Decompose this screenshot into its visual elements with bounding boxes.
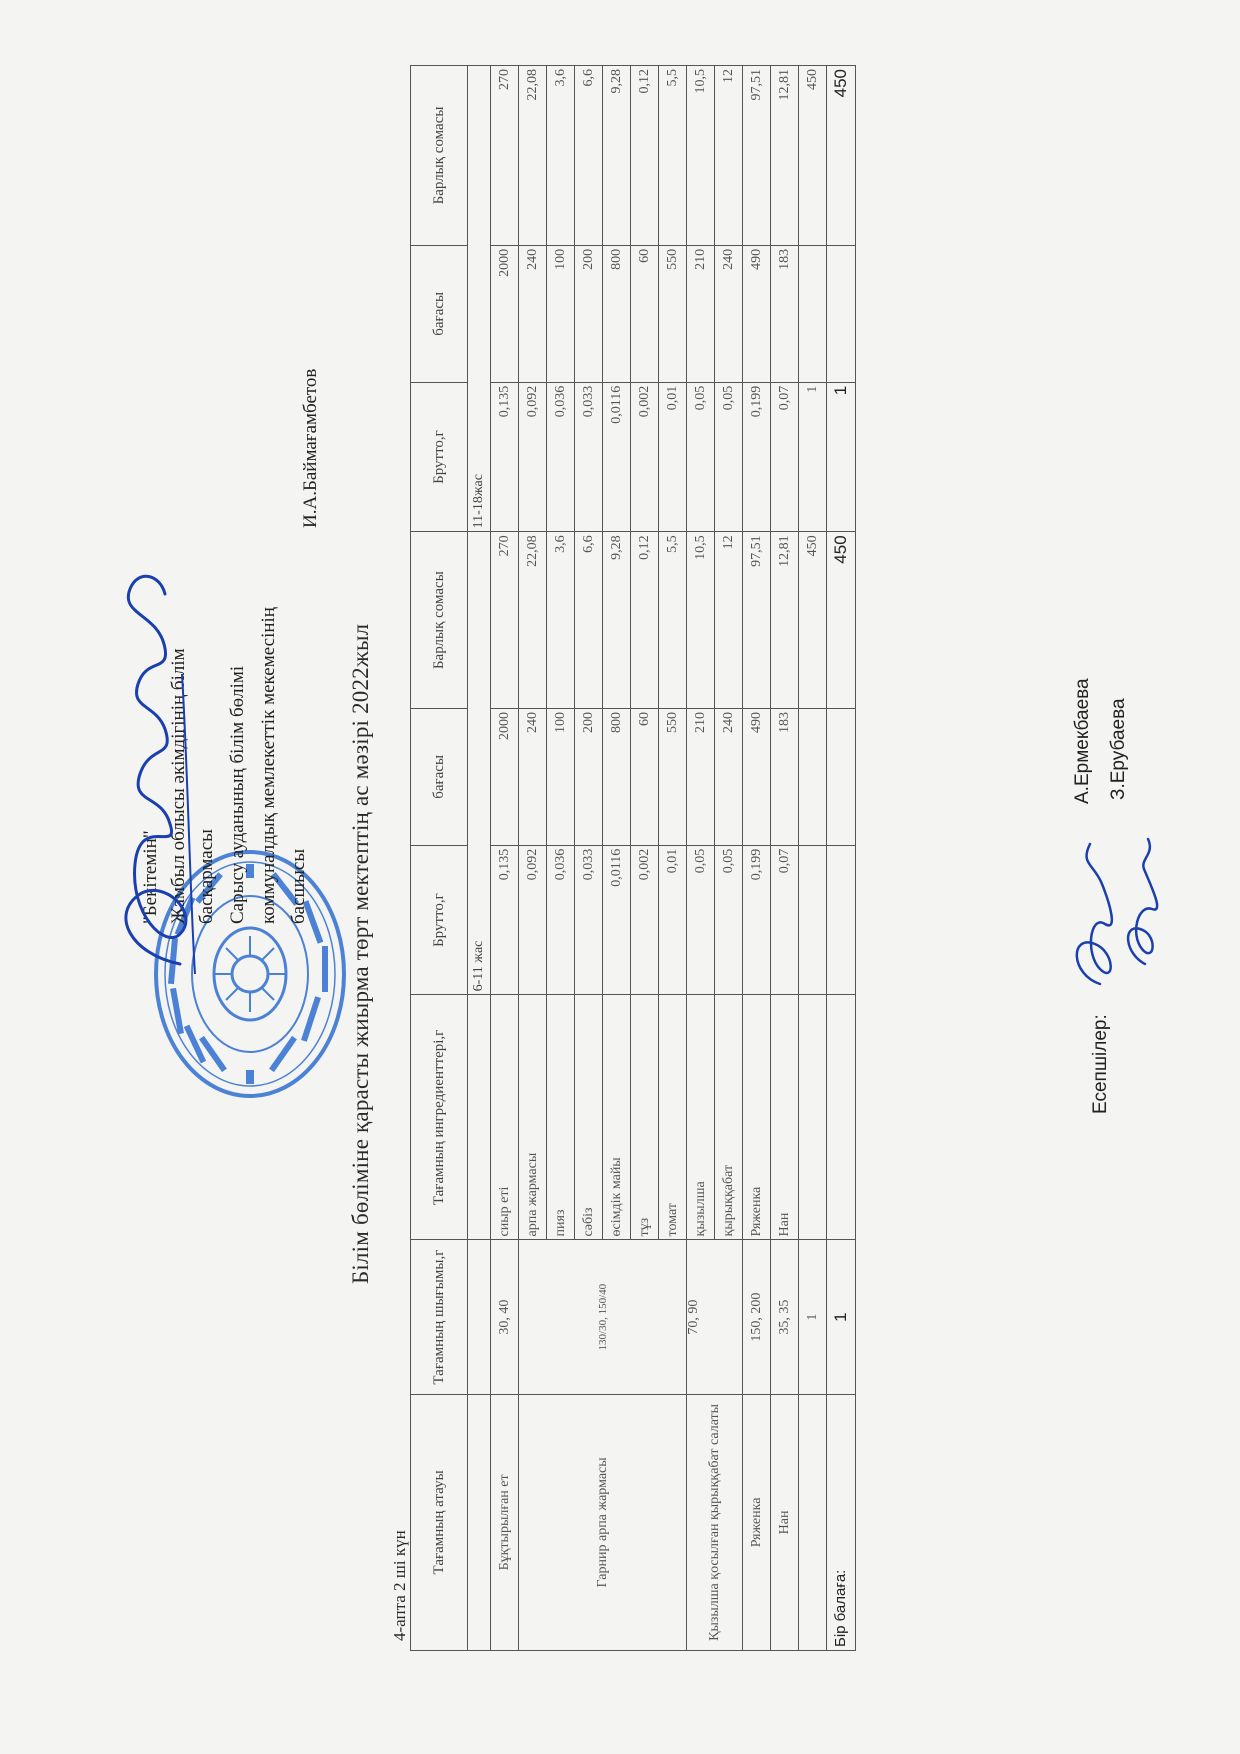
cell-gross: 0,033 (575, 382, 603, 532)
approval-signature (70, 554, 230, 974)
cell-total: 450 (799, 66, 827, 246)
cell-price: 60 (631, 245, 659, 382)
cell-price: 550 (659, 245, 687, 382)
cell-gross: 0,01 (659, 382, 687, 532)
cell-gross: 0,135 (491, 382, 519, 532)
cell-gross: 0,002 (631, 382, 659, 532)
header-gross-1: Брутто,г (411, 845, 468, 995)
signer-name-2: З.Ерубаева (1108, 698, 1129, 800)
table-header-row (411, 66, 468, 1651)
cell-gross: 0,0116 (603, 382, 631, 532)
document-title: Білім бөліміне қарасты жиырма төрт мектептің ас мәзірі 2022жыл (348, 623, 373, 1284)
table-row (491, 66, 519, 1651)
total-label: Бір балаға: (827, 1394, 856, 1650)
cell-total: 270 (491, 66, 519, 246)
ingredient: өсімдік майы (603, 995, 631, 1240)
dish-yield: 1 (799, 1240, 827, 1394)
cell-gross: 0,05 (715, 845, 743, 995)
cell-gross: 0,036 (547, 845, 575, 995)
header-total-1: Барлық сомасы (411, 532, 468, 709)
header-ingredients: Тағамның ингредиенттері,г (411, 995, 468, 1240)
week-day-label: 4-апта 2 ші күн (390, 1530, 409, 1641)
cell-price: 183 (771, 708, 799, 845)
ingredient: Нан (771, 995, 799, 1240)
cell-total: 12 (715, 532, 743, 709)
cell-gross: 0,092 (519, 382, 547, 532)
dish-yield: 35, 35 (771, 1240, 799, 1394)
ingredient: томат (659, 995, 687, 1240)
cell-price: 2000 (491, 245, 519, 382)
dish-name: Ряженка (743, 1394, 771, 1650)
header-dish-yield: Тағамның шығымы,г (411, 1240, 468, 1394)
cell-total: 0,12 (631, 532, 659, 709)
cell-total: 97,51 (743, 66, 771, 246)
age-group-row (468, 66, 491, 1651)
cell-gross: 0,033 (575, 845, 603, 995)
dish-yield: 130/30, 150/40 (519, 1240, 687, 1394)
cell-gross: 0,05 (687, 845, 715, 995)
age-group-1: 6-11 жас (468, 532, 491, 995)
cell-total: 10,5 (687, 532, 715, 709)
dish-yield: 150, 200 (743, 1240, 771, 1394)
cell-price: 200 (575, 245, 603, 382)
cell-total: 12 (715, 66, 743, 246)
cell-total: 270 (491, 532, 519, 709)
cell-gross: 0,0116 (603, 845, 631, 995)
approval-line-1: Жамбыл облысы әкімдігінің білім (168, 648, 189, 924)
signers-label: Есепшілер: (1090, 1014, 1111, 1114)
cell-total: 22,08 (519, 532, 547, 709)
table-row (687, 66, 715, 1651)
signer-name-1: А.Ермекбаева (1072, 678, 1093, 804)
cell-gross: 0,135 (491, 845, 519, 995)
cell-price: 550 (659, 708, 687, 845)
table-row (519, 66, 547, 1651)
cell-total: 10,5 (687, 66, 715, 246)
cell-gross: 0,07 (771, 382, 799, 532)
cell-gross: 0,002 (631, 845, 659, 995)
approval-line-2: басқармасы (196, 829, 217, 924)
cell-price: 200 (575, 708, 603, 845)
approval-line-5: басшысы (288, 848, 309, 924)
header-price-1: бағасы (411, 708, 468, 845)
approval-signatory-name: И.А.Баймағамбетов (300, 368, 321, 528)
cell-price: 240 (715, 245, 743, 382)
cell-gross: 0,092 (519, 845, 547, 995)
cell-price: 800 (603, 708, 631, 845)
cell-total: 6,6 (575, 532, 603, 709)
ingredient: пияз (547, 995, 575, 1240)
menu-table (410, 65, 856, 1651)
ingredient: Ряженка (743, 995, 771, 1240)
cell-total: 6,6 (575, 66, 603, 246)
header-dish-name: Тағамның атауы (411, 1394, 468, 1650)
cell-price: 183 (771, 245, 799, 382)
header-total-2: Барлық сомасы (411, 66, 468, 246)
dish-name: Бұқтырылған ет (491, 1394, 519, 1650)
cell-price: 800 (603, 245, 631, 382)
cell-total: 22,08 (519, 66, 547, 246)
dish-name: Қызылша қосылған қырыққабат салаты (687, 1394, 743, 1650)
ingredient: арпа жармасы (519, 995, 547, 1240)
table-row (799, 66, 827, 1651)
dish-yield: 70, 90 (687, 1240, 743, 1394)
total-sum-1: 450 (827, 532, 856, 709)
cell-price: 100 (547, 245, 575, 382)
cell-price: 490 (743, 245, 771, 382)
cell-gross: 1 (799, 382, 827, 532)
total-gross-2: 1 (827, 382, 856, 532)
signer-signatures (1060, 824, 1180, 994)
cell-total: 3,6 (547, 66, 575, 246)
cell-total: 5,5 (659, 66, 687, 246)
cell-total: 450 (799, 532, 827, 709)
ingredient: сиыр еті (491, 995, 519, 1240)
cell-gross: 0,01 (659, 845, 687, 995)
cell-total: 97,51 (743, 532, 771, 709)
cell-total: 9,28 (603, 532, 631, 709)
cell-price: 210 (687, 245, 715, 382)
table-row (743, 66, 771, 1651)
approval-heading: "Бекітемін" (140, 830, 161, 924)
cell-price: 100 (547, 708, 575, 845)
total-yield: 1 (827, 1240, 856, 1394)
cell-price: 240 (715, 708, 743, 845)
cell-price: 490 (743, 708, 771, 845)
cell-gross: 0,199 (743, 845, 771, 995)
age-group-2: 11-18жас (468, 66, 491, 532)
table-row (771, 66, 799, 1651)
cell-gross: 0,05 (715, 382, 743, 532)
cell-price: 240 (519, 245, 547, 382)
cell-total: 3,6 (547, 532, 575, 709)
cell-price: 240 (519, 708, 547, 845)
cell-price: 60 (631, 708, 659, 845)
cell-gross: 0,036 (547, 382, 575, 532)
cell-total: 0,12 (631, 66, 659, 246)
total-sum-2: 450 (827, 66, 856, 246)
cell-total: 12,81 (771, 66, 799, 246)
dish-name: Гарнир арпа жармасы (519, 1394, 687, 1650)
ingredient: сәбіз (575, 995, 603, 1240)
approval-line-4: коммуналдық мемлекеттік мекемесінің (258, 607, 279, 924)
dish-yield: 30, 40 (491, 1240, 519, 1394)
cell-price: 210 (687, 708, 715, 845)
total-row (827, 66, 856, 1651)
header-gross-2: Брутто,г (411, 382, 468, 532)
cell-price: 2000 (491, 708, 519, 845)
dish-name: Нан (771, 1394, 799, 1650)
header-price-2: бағасы (411, 245, 468, 382)
ingredient: қызылша (687, 995, 715, 1240)
cell-gross: 0,05 (687, 382, 715, 532)
cell-total: 12,81 (771, 532, 799, 709)
cell-total: 9,28 (603, 66, 631, 246)
cell-gross: 0,07 (771, 845, 799, 995)
ingredient: тұз (631, 995, 659, 1240)
signers-block (1060, 414, 1180, 1114)
ingredient: қырыққабат (715, 995, 743, 1240)
cell-total: 5,5 (659, 532, 687, 709)
cell-gross: 0,199 (743, 382, 771, 532)
approval-line-3: Сарысу ауданының білім бөлімі (227, 665, 248, 924)
